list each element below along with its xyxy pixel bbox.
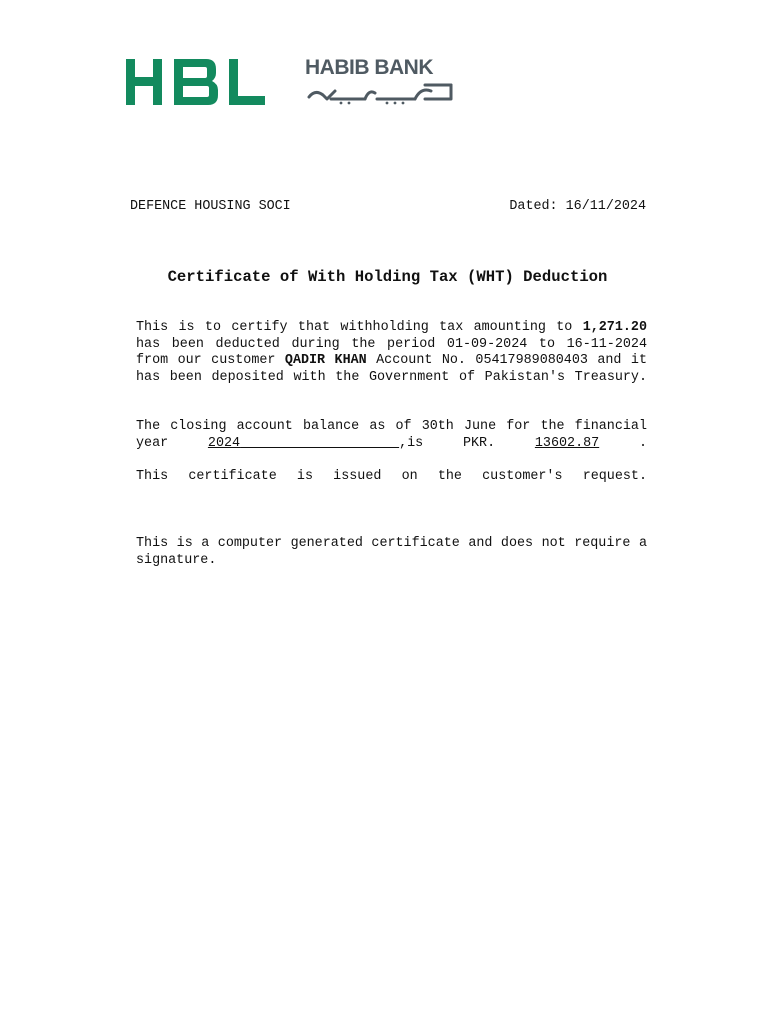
balance-text-2: ,is PKR. — [399, 435, 496, 451]
certification-text-2: has been deducted during the period 01-09-2024 to 16-11-2024 from our customer — [136, 336, 647, 369]
customer-name: QADIR KHAN — [284, 353, 367, 369]
request-paragraph: This certificate is issued on the customer's request. — [136, 469, 647, 484]
computer-generated-note: This is a computer generated certificate and does not require a signature. — [136, 536, 647, 568]
tax-amount: 1,271.20 — [582, 320, 647, 335]
habib-bank-wordmark — [305, 56, 455, 108]
closing-balance: 13602.87 — [534, 435, 600, 451]
balance-text-1: The closing account balance as of 30th June for the financial year — [136, 419, 647, 451]
dated-value: 16/11/2024 — [565, 199, 646, 214]
certification-text-3: Account No. 05417989080403 and it has been deposited with the Government of Pakistan's Treasury. — [136, 353, 647, 385]
balance-paragraph — [136, 419, 647, 452]
certificate-date — [509, 199, 646, 214]
certificate-title: Certificate of With Holding Tax (WHT) Deduction — [167, 268, 608, 286]
branch-name: DEFENCE HOUSING SOCI — [130, 199, 291, 214]
certification-paragraph — [136, 320, 647, 386]
balance-text-3: . — [638, 435, 647, 451]
dated-label: Dated: — [509, 199, 558, 214]
bank-name-english: HABIB BANK — [305, 56, 433, 79]
bank-name-urdu-calligraphy — [305, 81, 455, 105]
hbl-logo-mark — [126, 59, 266, 107]
financial-year: 2024 — [207, 435, 241, 451]
hbl-logo — [126, 59, 266, 107]
certification-text-1: This is to certify that withholding tax amounting to — [136, 320, 573, 335]
